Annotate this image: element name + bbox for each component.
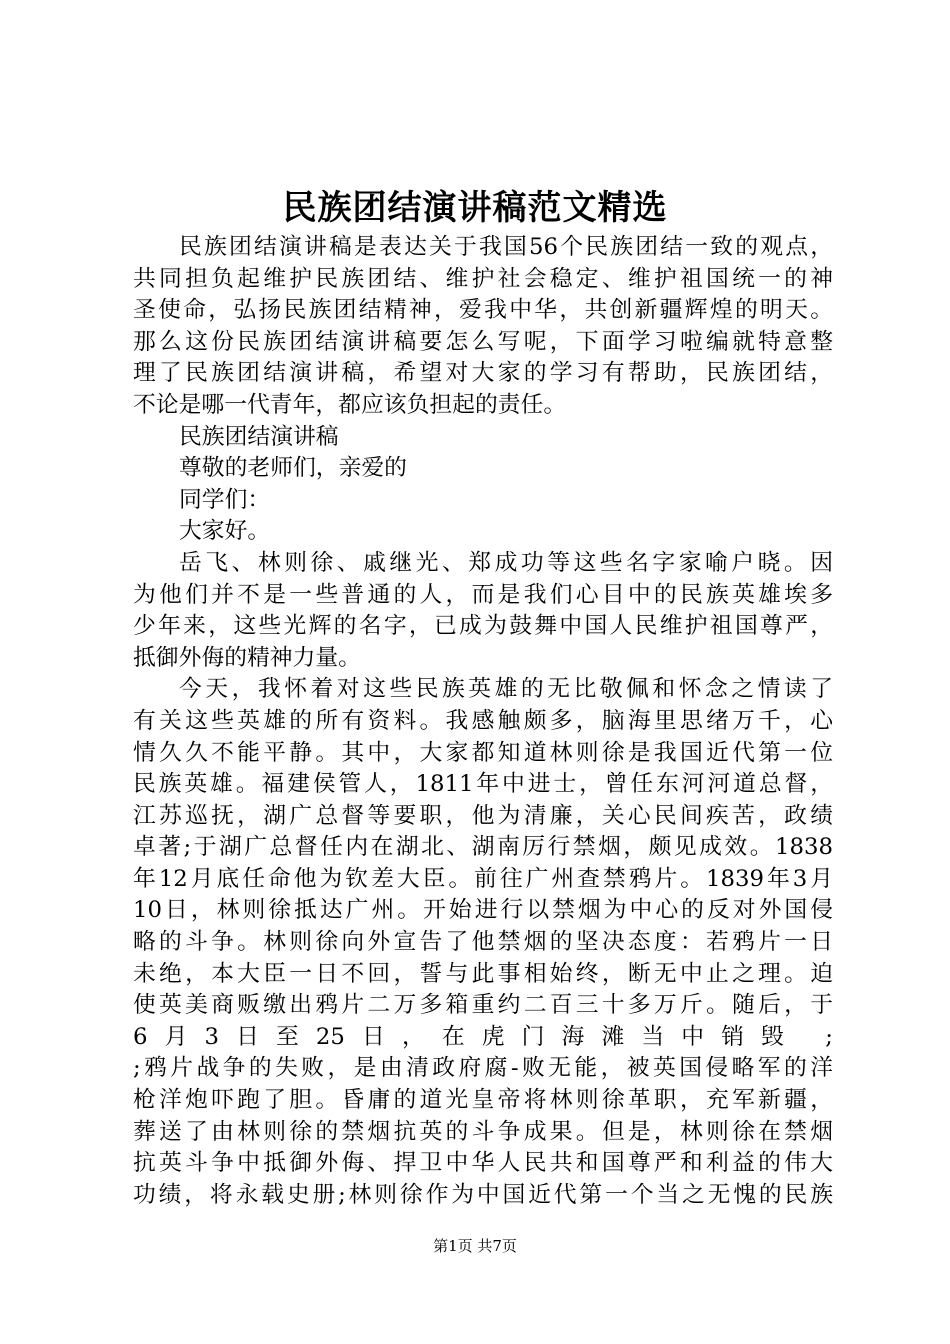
body-line: 今天，我怀着对这些民族英雄的无比敬佩和怀念之情读了: [179, 676, 833, 703]
document-title: 民族团结演讲稿范文精选: [282, 188, 668, 228]
body-line: 那么这份民族团结演讲稿要怎么写呢，下面学习啦编就特意整: [133, 328, 833, 355]
body-line: 岳飞、林则徐、戚继光、郑成功等这些名字家喻户晓。因: [179, 549, 833, 576]
body-line: 民族团结演讲稿: [179, 423, 339, 450]
body-line: 江苏巡抚，湖广总督等要职，他为清廉，关心民间疾苦，政绩: [133, 802, 833, 829]
body-line: 未绝，本大臣一日不回，誓与此事相始终，断无中止之理。迫: [133, 960, 833, 987]
body-line: 圣使命，弘扬民族团结精神，爱我中华，共创新疆辉煌的明天。: [133, 297, 833, 324]
body-line: 使英美商贩缴出鸦片二万多箱重约二百三十多万斤。随后，于: [133, 992, 833, 1019]
body-line: 有关这些英雄的所有资料。我感触颇多，脑海里思绪万千，心: [133, 707, 833, 734]
body-line: 年12月底任命他为钦差大臣。前往广州查禁鸦片。1839年3月: [133, 865, 833, 892]
body-line: 共同担负起维护民族团结、维护社会稳定、维护祖国统一的神: [133, 265, 833, 292]
body-line: 葬送了由林则徐的禁烟抗英的斗争成果。但是，林则徐在禁烟: [133, 1118, 833, 1145]
body-line: 少年来，这些光辉的名字，已成为鼓舞中国人民维护祖国尊严，: [133, 613, 833, 640]
body-line: 为他们并不是一些普通的人，而是我们心目中的民族英雄埃多: [133, 581, 833, 608]
body-line: 不论是哪一代青年，都应该负担起的责任。: [133, 391, 567, 418]
body-line: 抵御外侮的精神力量。: [133, 644, 361, 671]
page-footer: 第1页 共7页: [433, 1237, 517, 1255]
body-line: 尊敬的老师们，亲爱的: [179, 455, 407, 482]
body-line: 6月3日至25日，在虎门海滩当中销毁 ;: [133, 1023, 833, 1050]
body-line: 枪洋炮吓跑了胆。昏庸的道光皇帝将林则徐革职，充军新疆，: [133, 1087, 833, 1114]
document-body: [133, 232, 833, 1211]
body-line: 10日，林则徐抵达广州。开始进行以禁烟为中心的反对外国侵: [133, 897, 833, 924]
body-line: 情久久不能平静。其中，大家都知道林则徐是我国近代第一位: [133, 739, 833, 766]
body-line: ;鸦片战争的失败，是由清政府腐-败无能，被英国侵略军的洋: [133, 1055, 833, 1082]
body-line: 略的斗争。林则徐向外宣告了他禁烟的坚决态度：若鸦片一日: [133, 929, 833, 956]
body-line: 民族团结演讲稿是表达关于我国56个民族团结一致的观点，: [179, 234, 833, 260]
body-line: 民族英雄。福建侯管人，1811年中进士，曾任东河河道总督，: [133, 771, 833, 798]
body-line: 理了民族团结演讲稿，希望对大家的学习有帮助，民族团结，: [133, 360, 833, 387]
body-line: 大家好。: [179, 518, 271, 545]
body-line: 抗英斗争中抵御外侮、捍卫中华人民共和国尊严和利益的伟大: [133, 1150, 833, 1177]
body-line: 同学们：: [179, 486, 271, 513]
body-line: 功绩，将永载史册;林则徐作为中国近代第一个当之无愧的民族: [133, 1181, 833, 1208]
body-line: 卓著;于湖广总督任内在湖北、湖南厉行禁烟，颇见成效。1838: [133, 834, 833, 861]
